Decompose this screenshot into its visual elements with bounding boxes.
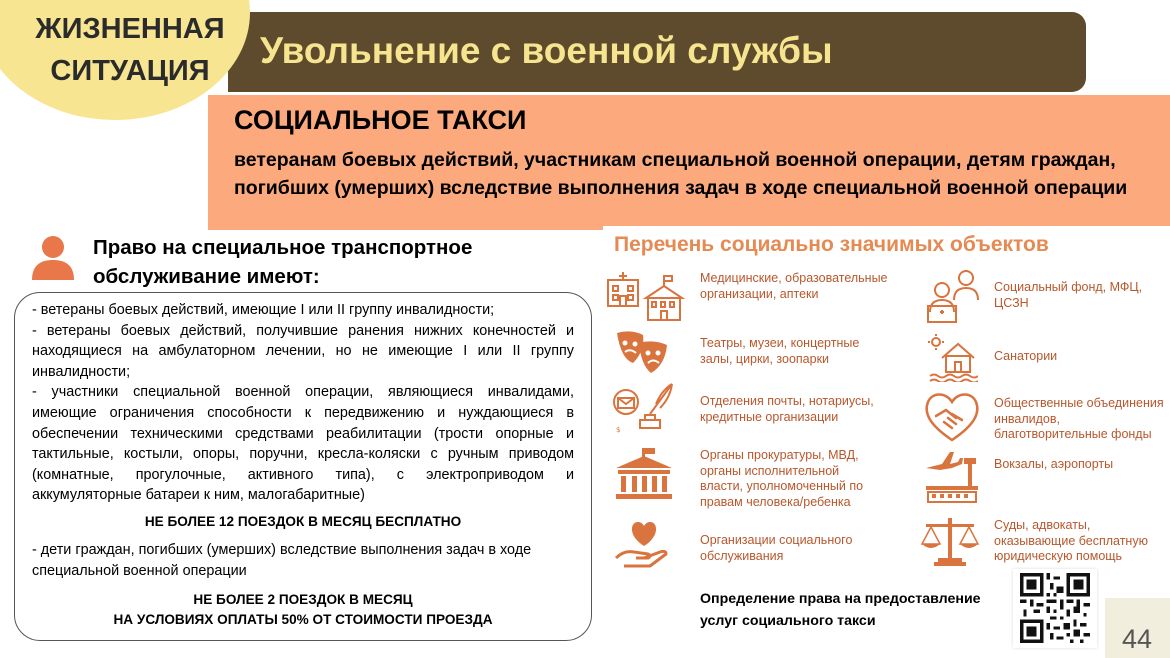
qr-code[interactable] [1013,569,1097,648]
definition-line-2: услуг социального такси [700,613,876,629]
object-label: Организации социального обслуживания [700,533,853,563]
title-bar [228,12,1086,92]
heart-hand-icon [614,518,672,568]
person-icon [30,234,76,280]
social-fund-icon [922,266,984,326]
hospital-school-icon [606,268,686,324]
limit-paid-trips-line-2: НА УСЛОВИЯХ ОПЛАТЫ 50% ОТ СТОИМОСТИ ПРОЕЗДА [113,612,493,628]
qr-code-icon [1020,573,1090,643]
object-label: Социальный фонд, МФЦ, ЦСЗН [994,280,1143,310]
object-label: Органы прокуратуры, МВД, органы исполнительной власти, уполномоченный по правам человека/ребенка [700,448,864,509]
social-taxi-banner [208,95,1170,230]
airport-icon [924,448,980,504]
scales-icon [920,514,980,568]
banner-subtitle: ветеранам боевых действий, участникам специальной военной операции, детям граждан, погибших (умерших) вследствие выполнения задач в ходе специальной военной операции [234,149,1128,199]
rights-item-3: - участники специальной военной операции, являющиеся инвалидами, имеющие ограничения способности к передвижению и нуждающиеся в обеспечении техническими средствами реабилитации (трости опорные и тактильные, костыли, опоры, поручни, кресла-коляски с ручным приводом (комнатные, прогулочные, активного типа), с электроприводом и аккумуляторные батареи к ним, малогабаритные) [32,384,574,504]
post-notary-icon [610,380,676,434]
definition-line-1: Определение права на предоставление [700,591,981,607]
banner-title: СОЦИАЛЬНОЕ ТАКСИ [234,105,527,135]
limit-free-trips: НЕ БОЛЕЕ 12 ПОЕЗДОК В МЕСЯЦ БЕСПЛАТНО [144,513,462,529]
svg-text:$: $ [616,426,621,434]
rights-box [14,292,592,641]
theater-masks-icon [615,329,671,377]
rights-item-1: - ветераны боевых действий, имеющие I или II группу инвалидности; [32,302,495,318]
page-number: 44 [1122,624,1153,654]
limit-paid-trips-line-1: НЕ БОЛЕЕ 2 ПОЕЗДОК В МЕСЯЦ [193,592,413,608]
situation-line-1: ЖИЗНЕННАЯ [35,13,225,45]
object-label: Санатории [994,349,1058,363]
rights-item-children: - дети граждан, погибших (умерших) вследствие выполнения задач в ходе специальной военной операции [32,541,532,579]
object-label: Отделения почты, нотариусы, кредитные организации [700,394,874,424]
objects-title: Перечень социально значимых объектов [614,233,1049,256]
sanatorium-icon [928,334,978,382]
government-building-icon [614,448,674,500]
rights-item-2: - ветераны боевых действий, получившие ранения нижних конечностей и находящиеся на амбулаторном лечении, но не имеющие I или II группу инвалидности; [32,322,574,380]
handshake-heart-icon [922,390,982,444]
situation-line-2: СИТУАЦИЯ [50,55,210,87]
object-label: Вокзалы, аэропорты [994,457,1114,471]
rights-heading [93,233,472,291]
definition-text [700,588,981,632]
object-label: Театры, музеи, концертные залы, цирки, зоопарки [700,336,860,366]
situation-label [30,8,230,92]
rights-heading-line-1: Право на специальное транспортное [93,236,473,259]
object-label: Суды, адвокаты, оказывающие бесплатную юридическую помощь [994,518,1148,563]
object-label: Медицинские, образовательные организации, аптеки [700,271,888,301]
page-title: Увольнение с военной службы [260,30,833,71]
rights-heading-line-2: обслуживание имеют: [93,265,320,288]
object-label: Общественные объединения инвалидов, благотворительные фонды [994,396,1164,441]
